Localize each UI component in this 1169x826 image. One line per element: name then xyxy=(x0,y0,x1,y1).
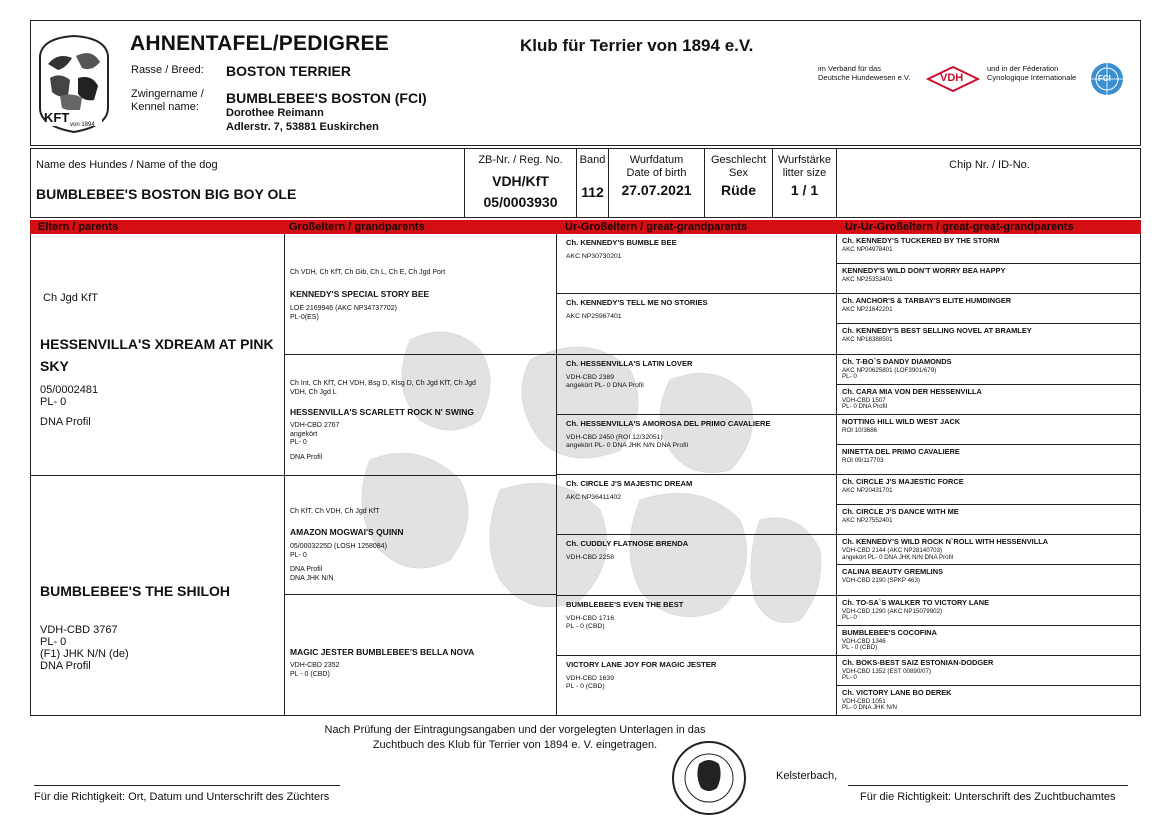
owner-name: Dorothee Reimann xyxy=(226,107,324,119)
sex-label-2: Sex xyxy=(729,167,748,179)
kennel-value: BUMBLEBEE'S BOSTON (FCI) xyxy=(226,90,427,106)
col-grandparents: Großeltern / grandparents xyxy=(289,221,425,233)
dog-info-row xyxy=(30,148,1141,218)
ancestor-details: AKC NP18388501 xyxy=(842,336,893,344)
parent-sire: Ch Jgd KfT HESSENVILLA'S XDREAM AT PINK SKY 05/0002481 PL- 0 DNA Profil xyxy=(31,234,285,476)
ancestor-name: Ch. T-BO`S DANDY DIAMONDS xyxy=(842,356,952,366)
ancestor-name: KENNEDY'S WILD DON'T WORRY BEA HAPPY xyxy=(842,266,1006,276)
ancestor-name: Ch. KENNEDY'S TUCKERED BY THE STORM xyxy=(842,236,1000,245)
great-great-grandparent xyxy=(837,264,1141,294)
ancestor-details: VDH-CBD 1352 (EST 00890/07) PL- 0 xyxy=(842,667,931,682)
band-label: Band xyxy=(579,154,606,166)
grandparent: MAGIC JESTER BUMBLEBEE'S BELLA NOVA VDH-CBD 2352 PL - 0 (CBD) xyxy=(285,595,557,716)
ancestor-details: VDH-CBD 2389 angekört PL- 0 DNA Profil xyxy=(566,373,644,389)
parent-name: BUMBLEBEE'S THE SHILOH xyxy=(40,583,231,599)
dob-label-2: Date of birth xyxy=(626,167,687,179)
parent-details: 05/0002481 PL- 0 DNA Profil xyxy=(40,384,99,428)
ancestor-details: ROI 09/117703 xyxy=(842,456,884,464)
reg-value-2: 05/0003930 xyxy=(483,194,558,210)
club-name: Klub für Terrier von 1894 e.V. xyxy=(520,36,754,55)
column-header-bar xyxy=(30,220,1141,234)
great-grandparent xyxy=(557,294,837,354)
great-great-grandparent xyxy=(837,686,1141,716)
band-value: 112 xyxy=(581,184,604,200)
ancestor-name: Ch. KENNEDY'S TELL ME NO STORIES xyxy=(566,298,708,308)
dob-label-1: Wurfdatum xyxy=(629,154,684,166)
great-great-grandparent xyxy=(837,505,1141,535)
pedigree-table xyxy=(30,234,1141,716)
registry-signature-label: Für die Richtigkeit: Unterschrift des Zuchtbuchamtes xyxy=(860,791,1116,803)
great-grandparent xyxy=(557,535,837,595)
place: Kelsterbach, xyxy=(776,770,838,782)
sex-value: Rüde xyxy=(721,182,756,198)
dob-value: 27.07.2021 xyxy=(621,182,692,198)
ancestor-details: VDH-CBD 2450 (ROI 12/32051) angekört PL- 0 DNA JHK N/N DNA Profil xyxy=(566,433,689,449)
litter-label-1: Wurfstärke xyxy=(778,154,831,166)
ancestor-details: VDH-CBD 1051 PL- 0 DNA JHK N/N xyxy=(842,697,898,712)
ancestor-name: Ch. HESSENVILLA'S AMOROSA DEL PRIMO CAVALIERE xyxy=(566,418,771,428)
ancestor-details: AKC NP25967401 xyxy=(566,313,622,321)
col-great-great-grandparents: Ur-Ur-Großeltern / great-great-grandparents xyxy=(845,221,1074,233)
litter-value: 1 / 1 xyxy=(790,182,819,198)
ancestor-name: BUMBLEBEE'S EVEN THE BEST xyxy=(566,599,684,609)
ancestor-details: AKC NP27552401 xyxy=(842,517,893,525)
ancestor-details: VDH-CBD 1507 PL- 0 DNA Profil xyxy=(842,396,888,411)
great-grandparent xyxy=(557,596,837,656)
ancestor-name: Ch. CARA MIA VON DER HESSENVILLA xyxy=(842,386,982,396)
ancestor-name: Ch. ANCHOR'S & TARBAY'S ELITE HUMDINGER xyxy=(842,296,1012,306)
great-great-grandparent xyxy=(837,656,1141,686)
dog-name-value: BUMBLEBEE'S BOSTON BIG BOY OLE xyxy=(36,186,297,202)
ancestor-details: AKC NP20625801 (LOF3901/679) PL- 0 xyxy=(842,366,937,381)
sex-label-1: Geschlecht xyxy=(710,154,767,166)
great-grandparent xyxy=(557,415,837,475)
registry-signature-line xyxy=(848,785,1128,786)
kennel-label-1: Zwingername / xyxy=(131,88,204,100)
litter-label-2: litter size xyxy=(782,167,827,179)
ancestor-name: Ch. KENNEDY'S BUMBLE BEE xyxy=(566,238,677,247)
ancestor-name: NOTTING HILL WILD WEST JACK xyxy=(842,416,961,426)
grandparent: Ch Int, Ch KfT, CH VDH, Bsg D, Klsg D, Ch Jgd KfT, Ch Jgd VDH, Ch Jgd L HESSENVILLA'S SCARLETT ROCK N' SWING VDH-CBD 2767 angekört PL- 0 DNA Profil xyxy=(285,355,557,476)
great-great-grandparent xyxy=(837,475,1141,505)
breeder-signature-line xyxy=(34,785,340,786)
ancestor-name: Ch. CIRCLE J'S DANCE WITH ME xyxy=(842,507,959,517)
ancestor-details: VDH-CBD 1639 PL - 0 (CBD) xyxy=(566,674,614,690)
great-great-grandparent xyxy=(837,596,1141,626)
chip-label: Chip Nr. / ID-No. xyxy=(949,159,1030,171)
great-grandparent xyxy=(557,656,837,716)
owner-address: Adlerstr. 7, 53881 Euskirchen xyxy=(226,121,379,133)
document-title: AHNENTAFEL/PEDIGREE xyxy=(130,32,389,55)
ancestor-name: VICTORY LANE JOY FOR MAGIC JESTER xyxy=(566,659,717,669)
reg-label: ZB-Nr. / Reg. No. xyxy=(478,154,563,166)
registry-stamp xyxy=(671,740,747,816)
parent-details: VDH-CBD 3767 PL- 0 (F1) JHK N/N (de) DNA Profil xyxy=(40,624,129,672)
ancestor-name: Ch. TO-SA`S WALKER TO VICTORY LANE xyxy=(842,597,989,607)
ancestor-name: Ch. HESSENVILLA'S LATIN LOVER xyxy=(566,358,693,368)
ancestor-details: VDH-CBD 1716 PL - 0 (CBD) xyxy=(566,614,614,630)
ancestor-details: VDH-CBD 1346 PL - 0 (CBD) xyxy=(842,637,886,652)
logo-year: von 1894 xyxy=(70,122,95,128)
ancestor-name: Ch. KENNEDY'S BEST SELLING NOVEL AT BRAMLEY xyxy=(842,326,1032,336)
vdh-logo: VDH xyxy=(926,66,980,92)
great-great-grandparent xyxy=(837,324,1141,354)
col-great-grandparents: Ur-Großeltern / great-grandparents xyxy=(565,221,748,233)
ancestor-details: AKC NP21642201 xyxy=(842,306,893,314)
vdh-text: im Verband für das Deutsche Hundewesen e.V. xyxy=(818,64,911,82)
logo-text: KFT xyxy=(44,110,70,125)
kft-logo xyxy=(36,34,112,134)
ancestor-name: NINETTA DEL PRIMO CAVALIERE xyxy=(842,446,960,456)
reg-value-1: VDH/KfT xyxy=(492,173,549,189)
ancestor-name: Ch. BOKS-BEST SAIZ ESTONIAN-DODGER xyxy=(842,657,994,667)
great-grandparent xyxy=(557,355,837,415)
ancestor-name: Ch. CIRCLE J'S MAJESTIC FORCE xyxy=(842,477,964,486)
ancestor-name: BUMBLEBEE'S COCOFINA xyxy=(842,627,937,637)
ancestor-details: AKC NP36411402 xyxy=(566,494,622,501)
great-great-grandparent xyxy=(837,294,1141,324)
grandparent: Ch VDH, Ch KfT, Ch Gib, Ch L, Ch E, Ch Jgd Port KENNEDY'S SPECIAL STORY BEE LOE 2169946 (AKC NP34737702) PL-0(ES) xyxy=(285,234,557,355)
parent-name: HESSENVILLA'S XDREAM AT PINK SKY xyxy=(40,336,274,374)
fci-logo: FCI xyxy=(1090,62,1124,96)
dog-name-label: Name des Hundes / Name of the dog xyxy=(36,159,218,171)
great-great-grandparent xyxy=(837,234,1141,264)
ancestor-name: Ch. CIRCLE J'S MAJESTIC DREAM xyxy=(566,479,693,488)
ancestor-name: Ch. KENNEDY'S WILD ROCK N`ROLL WITH HESSENVILLA xyxy=(842,537,1049,547)
ancestor-name: Ch. CUDDLY FLATNOSE BRENDA xyxy=(566,539,689,549)
ancestor-details: AKC NP20431701 xyxy=(842,487,893,494)
col-parents: Eltern / parents xyxy=(38,221,119,233)
grandparent: Ch KfT, Ch VDH, Ch Jgd KfT AMAZON MOGWAI'S QUINN 05/0003225D (LOSH 1258084) PL- 0 DNA Profil DNA JHK N/N xyxy=(285,476,557,595)
ancestor-name: Ch. VICTORY LANE BO DEREK xyxy=(842,687,952,697)
great-grandparent xyxy=(557,475,837,535)
ancestor-details: AKC NP04978401 xyxy=(842,246,893,253)
great-great-grandparent xyxy=(837,445,1141,475)
ancestor-name: CALINA BEAUTY GREMLINS xyxy=(842,567,944,577)
fci-text: und in der Féderation Cynologique Internationale xyxy=(987,64,1077,82)
ancestor-details: ROI 10/3686 xyxy=(842,426,878,434)
breeder-signature-label: Für die Richtigkeit: Ort, Datum und Unterschrift des Züchters xyxy=(34,791,330,803)
ancestor-details: VDH-CBD 1290 (AKC NP15079902) PL- 0 xyxy=(842,607,943,622)
great-great-grandparent xyxy=(837,535,1141,565)
great-great-grandparent xyxy=(837,626,1141,656)
ancestor-details: AKC NP25353401 xyxy=(842,276,893,284)
breed-label: Rasse / Breed: xyxy=(131,64,204,76)
great-grandparent xyxy=(557,234,837,294)
great-great-grandparent xyxy=(837,385,1141,415)
great-great-grandparent xyxy=(837,415,1141,445)
parent-dam xyxy=(31,476,285,716)
ancestor-details: VDH-CBD 2190 (SPKP 463) xyxy=(842,577,920,585)
ancestor-details: VDH-CBD 2258 xyxy=(566,554,614,562)
great-great-grandparent xyxy=(837,565,1141,595)
breed-value: BOSTON TERRIER xyxy=(226,63,351,79)
ancestor-details: VDH-CBD 2144 (AKC NP28140703) angekört PL- 0 DNA JHK N/N DNA Profil xyxy=(842,547,954,561)
ancestor-details: AKC NP30730201 xyxy=(566,253,622,260)
great-great-grandparent xyxy=(837,355,1141,385)
kennel-label-2: Kennel name: xyxy=(131,101,199,113)
verification-text: Nach Prüfung der Eintragungsangaben und der vorgelegten Unterlagen in das Zuchtbuch des Klub für Terrier von 1894 e. V. eingetragen. xyxy=(324,724,706,751)
